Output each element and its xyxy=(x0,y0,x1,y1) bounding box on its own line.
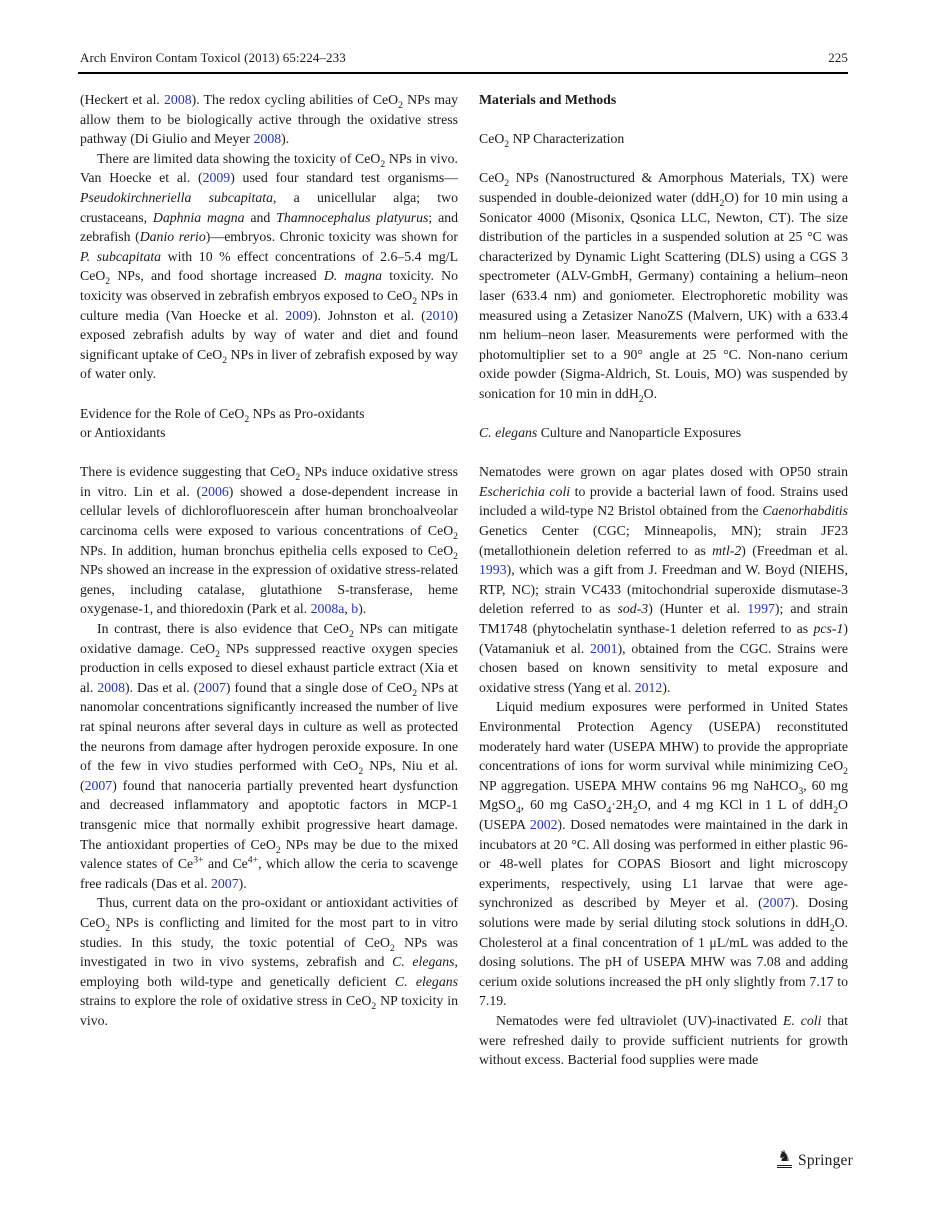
right-column xyxy=(479,90,848,1070)
section-heading-materials-methods: Materials and Methods xyxy=(479,92,617,107)
paragraph-nematode-feeding: Nematodes were fed ultraviolet (UV)-inactivated E. coli that were refreshed daily to provide sufficient nutrients for growth without excess. Bacterial food supplies were made xyxy=(479,1012,848,1068)
paragraph-redox-cycling: (Heckert et al. 2008). The redox cycling abilities of CeO$_2$ NPs may allow them to be biologically active through the oxidative stress pathway (Di Giulio and Meyer 2008). xyxy=(80,92,458,147)
citation-link[interactable]: 1993 xyxy=(479,562,507,578)
subsection-heading-celegans-culture: C. elegans Culture and Nanoparticle Exposures xyxy=(479,425,742,441)
page-footer xyxy=(777,1149,853,1168)
citation-link[interactable]: 2007 xyxy=(84,777,113,793)
citation-link[interactable]: 2007 xyxy=(762,895,791,911)
citation-link[interactable]: 2008 xyxy=(253,131,282,147)
citation-link[interactable]: 2006 xyxy=(201,483,229,499)
citation-link[interactable]: 2010 xyxy=(425,307,454,323)
subsection-heading-np-characterization: CeO$_2$ NP Characterization xyxy=(479,131,625,150)
citation-link[interactable]: 2008 xyxy=(97,679,125,695)
citation-link[interactable]: 2007 xyxy=(211,875,239,891)
citation-link[interactable]: 2001 xyxy=(589,640,618,656)
paragraph-toxicity-in-vivo: There are limited data showing the toxicity of CeO$_2$ NPs in vivo. Van Hoecke et al. (2009) used four standard test organisms—Pseudokirchneriella subcapitata, a unicellular alga; two crustaceans, Daphnia magna and Thamnocephalus platyurus; and zebrafish (Danio rerio)—embryos. Chronic toxicity was shown for P. subcapitata with 10 % effect concentrations of 2.6–5.4 mg/L CeO$_2$ NPs, and food shortage increased D. magna toxicity. No toxicity was observed in zebrafish embryos exposed to CeO$_2$ NPs in culture media (Van Hoecke et al. 2009). Johnston et al. (2010) exposed zebrafish adults by way of water and diet and found significant uptake of CeO$_2$ NPs in liver of zebrafish exposed by way of water only. xyxy=(80,150,459,382)
springer-logo-text: Springer xyxy=(798,1151,853,1169)
citation-link[interactable]: 2009 xyxy=(202,170,231,186)
page-header xyxy=(80,50,848,66)
citation-link[interactable]: 2009 xyxy=(285,307,313,323)
left-column xyxy=(80,90,458,1070)
paragraph-oxidative-stress-evidence: There is evidence suggesting that CeO$_2$ NPs induce oxidative stress in vitro. Lin et al. (2006) showed a dose-dependent increase in cellular levels of dichlorofluorescein after human bronchoalveolar carcinoma cells were exposed to various concentrations of CeO$_2$ NPs. In addition, human bronchus epithelia cells exposed to CeO$_2$ NPs showed an increase in the expression of oxidative stress-related genes, including catalase, glutathione S-transferase, heme oxygenase-1, and thioredoxin (Park et al. 2008a, b). xyxy=(80,464,459,617)
two-column-body xyxy=(80,90,848,1070)
citation-link[interactable]: 2008a xyxy=(310,601,345,617)
header-rule xyxy=(78,72,848,74)
paragraph-mitigate-damage: In contrast, there is also evidence that CeO$_2$ NPs can mitigate oxidative damage. CeO$_2$ NPs suppressed reactive oxygen species production in cells exposed to diesel exhaust particle extract (Xia et al. 2008). Das et al. (2007) found that a single dose of CeO$_2$ NPs at nanomolar concentrations significantly increased the number of live rat spinal neurons after several days in culture as well as protected the neurons from damage after hydrogen peroxide exposure. In one of the few in vivo studies performed with CeO$_2$ NPs, Niu et al. (2007) found that nanoceria partially prevented heart dysfunction and decreased inflammatory and apoptotic factors in MCP-1 transgenic mice that normally exhibit progressive heart damage. The antioxidant properties of CeO$_2$ NPs may be due to the mixed valence states of $Ce^{3+}$ and $Ce^{4+}$, which allow the ceria to scavenge free radicals (Das et al. 2007). xyxy=(80,621,458,891)
citation-link[interactable]: 2008 xyxy=(164,92,192,107)
citation-link[interactable]: 1997 xyxy=(747,601,775,617)
citation-link[interactable]: b xyxy=(351,601,359,617)
running-head: Arch Environ Contam Toxicol (2013) 65:224–233 xyxy=(80,50,346,65)
springer-knight-icon: ♞ xyxy=(777,1149,792,1168)
paragraph-np-characterization: CeO$_2$ NPs (Nanostructured & Amorphous Materials, TX) were suspended in double-deionized water (ddH$_2$O) for 10 min using a Sonicator 4000 (Misonix, Qsonica LLC, Newton, CT). The size distribution of the particles in a suspended solution at 25 °C was characterized by Dynamic Light Scattering (DLS) using a CGS 3 spectrometer (ALV-GmbH, Germany) containing a helium–neon laser (633.4 nm) and goniometer. Electrophoretic mobility was measured using a Zetasizer NanoZS (Malvern, UK) with a 633.4 nm helium–neon laser. Measurements were performed with the photomultiplier set to a 90° angle at 25 °C. Non-nano cerium oxide powder (Sigma-Aldrich, St. Louis, MO) was suspended by sonication for 10 min in ddH$_2$O. xyxy=(479,170,848,405)
page-number: 225 xyxy=(828,50,848,65)
citation-link[interactable]: 2002 xyxy=(529,816,558,832)
paragraph-study-aim: Thus, current data on the pro-oxidant or antioxidant activities of CeO$_2$ NPs is conflicting and limited for the most part to in vitro studies. In this study, the toxic potential of CeO$_2$ NPs was investigated in two in vivo systems, zebrafish and C. elegans, employing both wild-type and genetically deficient C. elegans strains to explore the role of oxidative stress in CeO$_2$ NP toxicity in vivo. xyxy=(80,895,458,1028)
citation-link[interactable]: 2007 xyxy=(198,679,226,695)
paragraph-liquid-medium: Liquid medium exposures were performed in United States Environmental Protection Agency (USEPA) reconstituted moderately hard water (USEPA MHW) to provide the appropriate concentrations of ions for worm survival while minimizing CeO$_2$ NP aggregation. USEPA MHW contains 96 mg NaHCO$_3$, 60 mg MgSO$_4$, 60 mg $CaSO_4\cdot 2H_2O$, and 4 mg KCl in 1 L of ddH$_2$O (USEPA 2002). Dosed nematodes were maintained in the dark in incubators at 20 °C. All dosing was performed in either plastic 96- or 48-well plates for COPAS Biosort and light microscopy experiments, respectively, using L1 larvae that were age-synchronized as described by Meyer et al. (2007). Dosing solutions were made by serial diluting stock solutions in ddH$_2$O. Cholesterol at a final concentration of 1 μL/mL was added to the dosing solutions. The pH of USEPA MHW was 7.08 and adding cerium oxide solutions increased the pH only slightly from 7.17 to 7.19. xyxy=(479,699,848,1009)
section-heading-evidence: Evidence for the Role of CeO$_2$ NPs as Pro-oxidants or Antioxidants xyxy=(80,405,365,441)
citation-link[interactable]: 2012 xyxy=(634,679,663,695)
paragraph-nematode-strains: Nematodes were grown on agar plates dosed with OP50 strain Escherichia coli to provide a bacterial lawn of food. Strains used included a wild-type N2 Bristol obtained from the Caenorhabditis Genetics Center (CGC; Minneapolis, MN); strain JF23 (metallothionein deletion referred to as mtl-2) (Freedman et al. 1993), which was a gift from J. Freedman and W. Boyd (NIEHS, RTP, NC); strain VC433 (mitochondrial superoxide dismutase-3 deletion referred to as sod-3) (Hunter et al. 1997); and strain TM1748 (phytochelatin synthase-1 deletion referred to as pcs-1) (Vatamaniuk et al. 2001), obtained from the CGC. Strains were chosen based on known sensitivity to metal exposure and oxidative stress (Yang et al. 2012). xyxy=(479,464,848,695)
